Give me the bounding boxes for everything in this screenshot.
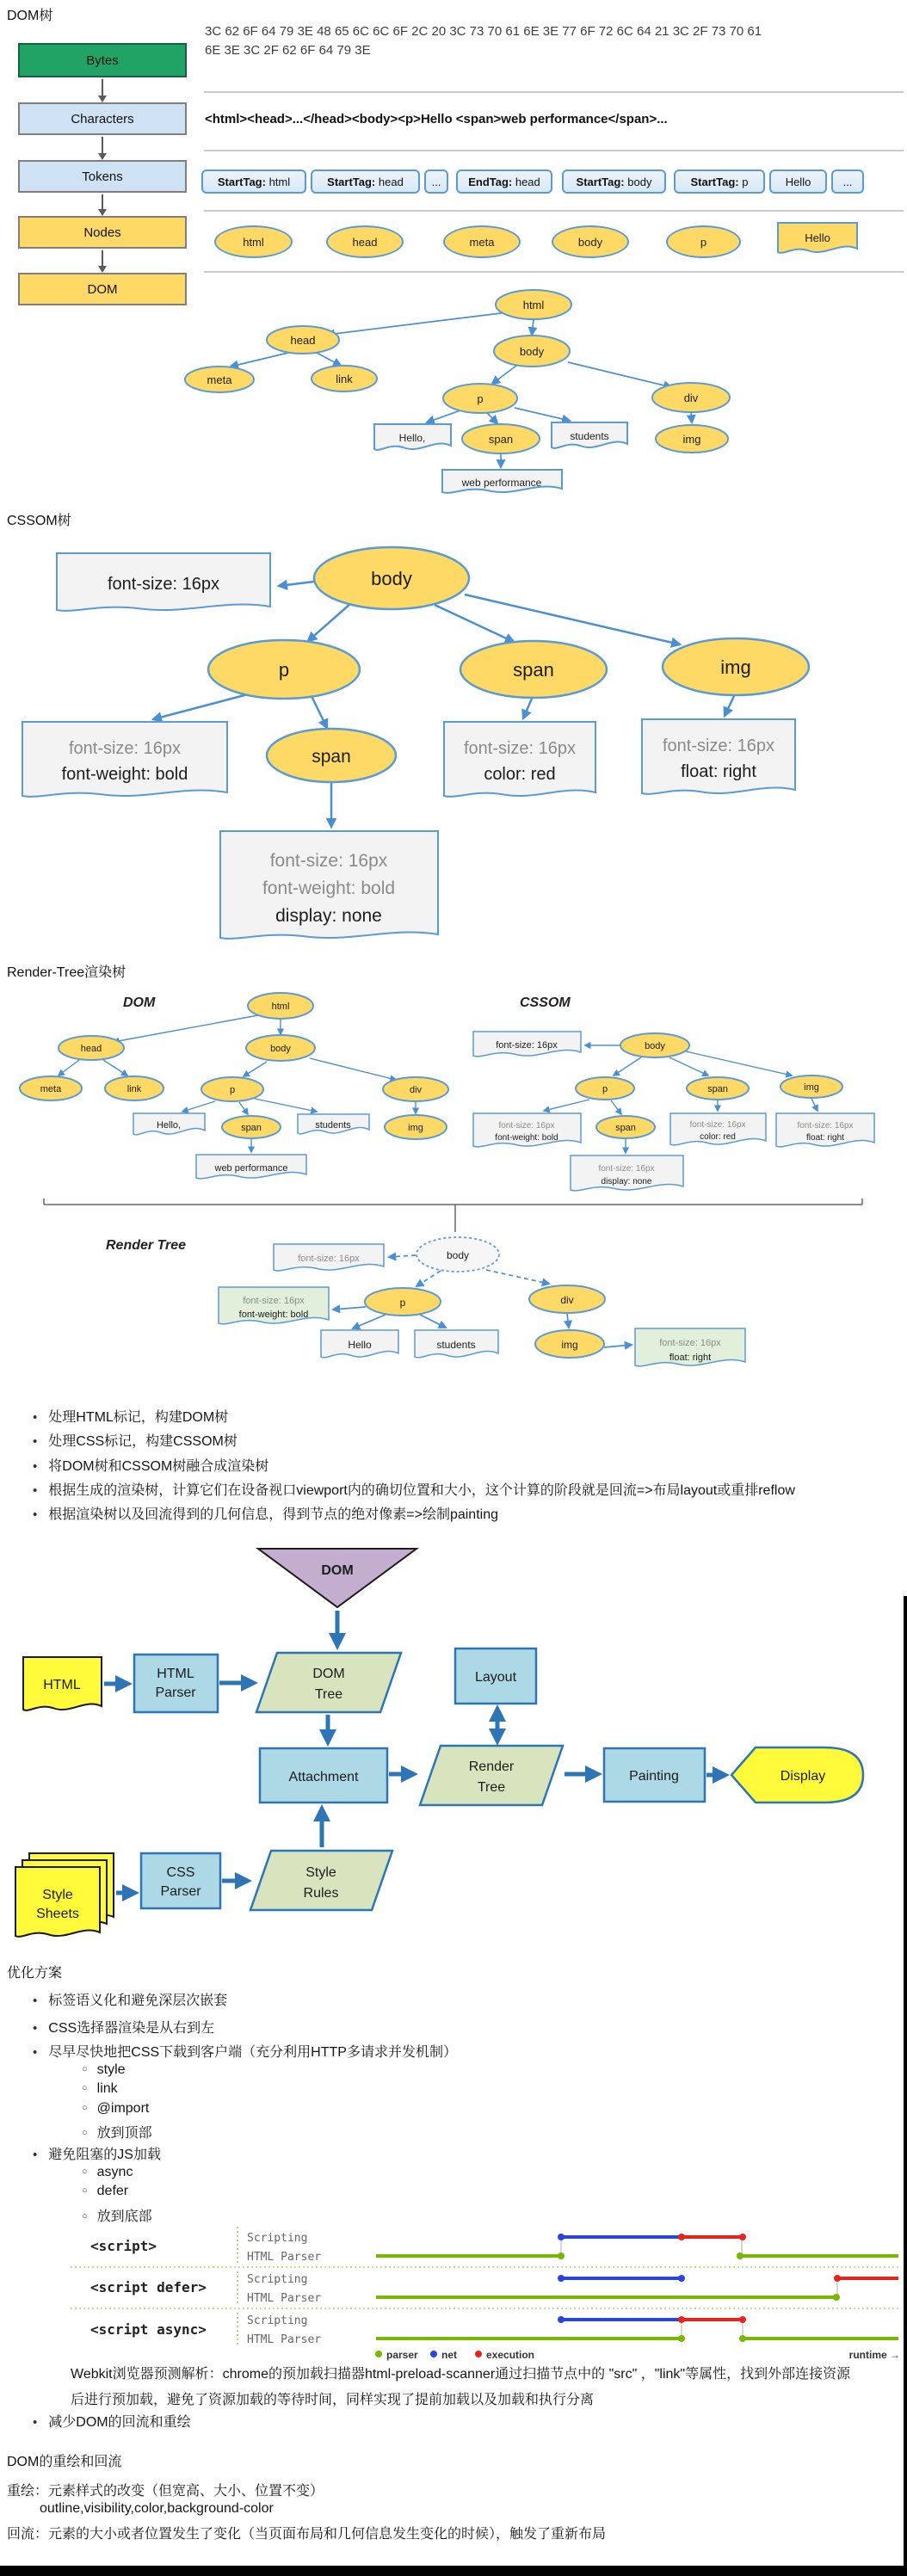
- tree-label-span: span: [488, 433, 514, 446]
- render-bullet-1: • 处理HTML标记，构建DOM树: [33, 1406, 228, 1426]
- style-sheets-note: [15, 1867, 100, 1937]
- label: font-size: 16px: [598, 1164, 655, 1174]
- rt-dom-hello: [133, 1113, 205, 1135]
- label: students: [436, 1339, 476, 1351]
- bar-dot: [678, 2275, 685, 2282]
- render-bullet-5: • 根据渲染树以及回流得到的几何信息，得到节点的绝对像素=>绘制painting: [33, 1503, 498, 1523]
- bar-dot: [739, 2335, 746, 2342]
- right-edge-bar: [904, 1596, 907, 2576]
- bar-dot: [678, 2335, 685, 2342]
- webkit-note-line2: 后进行预加载，避免了资源加载的等待时间，同样实现了提前加载以及加载和执行分离: [71, 2393, 595, 2407]
- opt-bullet-4: • 避免阻塞的JS加载: [33, 2143, 161, 2163]
- section-opt-title: 优化方案: [7, 1966, 63, 1981]
- script-row-label: <script defer>: [90, 2279, 207, 2296]
- label: Hello,: [156, 1120, 182, 1131]
- style-label: font-size: 16px: [68, 739, 182, 758]
- edge-p-span: [487, 413, 497, 423]
- cssom-tree-label: CSSOM: [520, 995, 571, 1010]
- label: Parser: [160, 1884, 201, 1899]
- dom-tree-label: DOM: [123, 995, 156, 1010]
- token-tag: StartTag:: [327, 175, 376, 188]
- label: Render: [468, 1759, 515, 1774]
- repaint-definition: 重绘：元素样式的改变（但宽高、大小、位置不变）: [7, 2484, 324, 2499]
- label: body: [645, 1041, 665, 1051]
- label: p: [602, 1084, 608, 1094]
- token-value: body: [624, 175, 652, 188]
- edge: [103, 1060, 127, 1075]
- cssom-label-p: p: [278, 659, 290, 681]
- track-label: HTML Parser: [247, 2333, 322, 2346]
- section-render-title: Render-Tree渲染树: [7, 965, 126, 980]
- label: Display: [780, 1769, 826, 1784]
- rt-dom-students: [298, 1114, 369, 1134]
- label: div: [560, 1294, 574, 1306]
- dom-tree-parallelogram: [256, 1653, 401, 1712]
- legend-net: net: [441, 2349, 457, 2361]
- tree-label-p: p: [477, 392, 484, 405]
- style-label: display: none: [275, 906, 382, 926]
- label: body: [270, 1044, 291, 1054]
- tree-label-hello: Hello,: [398, 432, 426, 444]
- html-note: [23, 1657, 102, 1710]
- edge: [182, 1101, 215, 1112]
- render-bullet-3: • 将DOM树和CSSOM树融合成渲染树: [33, 1455, 268, 1475]
- render-bullet-2: • 处理CSS标记，构建CSSOM树: [33, 1430, 238, 1450]
- opt-bullet-1: • 标签语义化和避免深层次嵌套: [33, 1989, 227, 2009]
- label: font-size: 16px: [496, 1040, 558, 1051]
- label: float: right: [806, 1133, 844, 1143]
- tree-label-html: html: [522, 299, 545, 311]
- style-label: color: red: [484, 765, 556, 784]
- tree-textnode-hello: [374, 424, 451, 450]
- label: HTML: [157, 1667, 194, 1681]
- bar-dot: [558, 2252, 565, 2259]
- edge-body-rootstyle: [279, 582, 314, 586]
- track-label: HTML Parser: [247, 2292, 322, 2305]
- style-label: font-weight: bold: [61, 765, 188, 784]
- edge-p-span2: [312, 696, 327, 728]
- opt-sub-async: ○ async: [82, 2165, 133, 2180]
- section-dom-title: DOM树: [7, 9, 53, 23]
- dom-tree-diagram: [0, 0, 907, 568]
- label: p: [229, 1085, 236, 1095]
- merge-brace: [44, 1199, 862, 1232]
- label: img: [804, 1082, 819, 1093]
- edge-div-img: [691, 413, 692, 422]
- bar-dot: [558, 2275, 565, 2282]
- label: meta: [40, 1084, 62, 1094]
- edge: [114, 1015, 258, 1042]
- edge-html-body: [532, 320, 534, 335]
- edge-body-p: [308, 603, 351, 641]
- label: font-size: 16px: [243, 1296, 305, 1306]
- rt-dom-webperf: [196, 1155, 306, 1179]
- label: body: [446, 1249, 470, 1261]
- token-tag: EndTag:: [468, 175, 513, 188]
- cssom-label-span2: span: [312, 747, 351, 767]
- token-value: ...: [842, 175, 853, 188]
- track-label: Scripting: [247, 2314, 308, 2327]
- legend-runtime: runtime →: [848, 2349, 900, 2361]
- render-bullet-4: • 根据生成的渲染树，计算它们在设备视口viewport内的确切位置和大小，这个计算的阶段就是回流=>布局layout或重排reflow: [33, 1479, 795, 1499]
- rt-final-students: [415, 1330, 498, 1358]
- edge: [333, 1307, 366, 1310]
- doc-shape: [22, 722, 227, 797]
- triangle-label: DOM: [321, 1563, 354, 1578]
- edge: [353, 1315, 386, 1328]
- label: p: [399, 1297, 406, 1309]
- node-oval-meta: meta: [443, 225, 521, 258]
- node-label: Hello: [805, 231, 830, 244]
- label: span: [615, 1123, 636, 1133]
- label: font-size: 16px: [298, 1254, 360, 1264]
- edge-html-head: [327, 311, 515, 335]
- cssom-span2-style-box: [220, 831, 438, 939]
- pipeline-box-tokens: Tokens: [18, 160, 187, 193]
- label: Parser: [155, 1685, 196, 1700]
- label: Layout: [474, 1670, 517, 1685]
- bar-dot: [834, 2275, 841, 2282]
- section-repaint-title: DOM的重绘和回流: [7, 2455, 122, 2469]
- tree-label-body: body: [519, 345, 545, 358]
- pipeline-box-dom: DOM: [18, 273, 187, 305]
- pipeline-box-characters: Characters: [18, 102, 187, 135]
- label: font-size: 16px: [689, 1120, 746, 1130]
- label: span: [707, 1084, 728, 1094]
- style-label: float: right: [681, 762, 756, 781]
- edge: [611, 1100, 621, 1114]
- edge: [614, 1057, 641, 1075]
- label: font-weight: bold: [495, 1133, 558, 1143]
- tree-label-link: link: [336, 373, 353, 385]
- token-tag: StartTag:: [576, 175, 625, 188]
- reflow-definition: 回流：元素的大小或者位置发生了变化（当页面布局和几何信息发生变化的时候），触发了重新布局: [7, 2527, 607, 2542]
- edge-body-img: [465, 595, 680, 644]
- label: font-weight: bold: [238, 1310, 309, 1320]
- cssom-label-body: body: [371, 568, 412, 589]
- opt-sub-style: ○ style: [82, 2062, 126, 2078]
- tree-textnode-students: [552, 422, 627, 448]
- edge: [811, 1099, 818, 1111]
- edge: [604, 1345, 632, 1347]
- track-label: Scripting: [247, 2232, 308, 2245]
- edge: [310, 1058, 396, 1080]
- label: font-size: 16px: [659, 1338, 721, 1348]
- bar-dot: [558, 2234, 565, 2240]
- label: DOM: [312, 1667, 345, 1681]
- track-label: Scripting: [247, 2273, 308, 2286]
- render-tree-label: Render Tree: [106, 1238, 187, 1253]
- label: Style: [305, 1865, 336, 1880]
- label: Tree: [314, 1687, 343, 1702]
- rt-cssom-spanstyle: [670, 1113, 766, 1145]
- label: Attachment: [288, 1770, 359, 1784]
- node-oval-html: html: [214, 225, 293, 258]
- doc-shape: [444, 722, 595, 797]
- rt-final-rootstyle: [274, 1244, 384, 1271]
- tree-label-div: div: [683, 391, 699, 404]
- token-value: p: [738, 175, 749, 188]
- edge-p-hello: [427, 410, 460, 422]
- label: img: [408, 1123, 423, 1133]
- label: Painting: [629, 1769, 679, 1784]
- node-oval-body: body: [552, 225, 629, 258]
- token-tag: StartTag:: [217, 175, 266, 188]
- label: CSS: [166, 1865, 195, 1880]
- edge-p-style: [153, 694, 248, 719]
- rt-final-hello: [321, 1330, 398, 1358]
- token-value: head: [512, 175, 540, 188]
- render-tree-diagram: [0, 981, 907, 1385]
- legend-execution: execution: [486, 2349, 535, 2361]
- label: div: [409, 1085, 423, 1095]
- edge: [255, 1099, 317, 1112]
- script-loading-diagram: [0, 2220, 907, 2366]
- opt-sub-bottom: ○ 放到底部: [82, 2205, 152, 2225]
- tree-label-meta: meta: [207, 373, 232, 386]
- legend-parser: parser: [386, 2349, 418, 2361]
- opt-sub-link: ○ link: [82, 2081, 118, 2097]
- render-tree-parallelogram: [420, 1746, 563, 1805]
- css-parser-box: [141, 1853, 220, 1908]
- edge-head-link: [317, 353, 341, 366]
- opt-bullet-5: • 减少DOM的回流和重绘: [33, 2411, 191, 2431]
- style-label: font-weight: bold: [262, 878, 396, 898]
- label: Tree: [477, 1780, 506, 1795]
- cssom-label-span: span: [513, 659, 554, 681]
- edge-dashed: [389, 1255, 416, 1257]
- bar-dot: [833, 2294, 840, 2301]
- section-cssom-title: CSSOM树: [7, 514, 71, 528]
- label: img: [561, 1339, 578, 1351]
- legend-dot-parser: [375, 2351, 382, 2357]
- edge: [59, 1060, 79, 1075]
- bar-dot: [678, 2234, 685, 2240]
- label: students: [315, 1120, 351, 1131]
- label: float: right: [669, 1353, 712, 1363]
- dom-triangle: [258, 1549, 416, 1607]
- label: font-size: 16px: [498, 1121, 555, 1131]
- edge: [420, 1315, 446, 1328]
- edge-dashed: [486, 1270, 549, 1284]
- edge: [669, 1057, 708, 1075]
- rt-cssom-imgstyle: [776, 1113, 874, 1147]
- bar-dot: [678, 2316, 685, 2323]
- token-value: head: [375, 175, 404, 188]
- label: Sheets: [36, 1907, 79, 1921]
- rt-final-imgstyle: [635, 1328, 745, 1366]
- tree-label-webperf: web performance: [461, 477, 542, 489]
- bar-dot: [558, 2316, 565, 2323]
- edge-p-students: [515, 408, 570, 421]
- script-row-label: <script async>: [90, 2321, 207, 2338]
- script-row-label: <script>: [90, 2238, 157, 2254]
- edge-body-div: [568, 362, 671, 387]
- webkit-note-line1: Webkit浏览器预测解析：chrome的预加载扫描器html-preload-scanner通过扫描节点中的 "src" ，"link"等属性，找到外部连接资源: [71, 2367, 851, 2382]
- label: font-size: 16px: [797, 1121, 854, 1131]
- opt-bullet-3: • 尽早尽快地把CSS下载到客户端（充分利用HTTP多请求并发机制）: [33, 2041, 457, 2061]
- label: Style: [42, 1888, 73, 1902]
- token-value: ...: [431, 175, 441, 188]
- html-parser-box: [134, 1655, 218, 1712]
- bytes-hex-line2: 6E 3E 3C 2F 62 6F 64 79 3E: [205, 43, 371, 58]
- tree-label-img: img: [682, 433, 701, 446]
- bytes-hex-line1: 3C 62 6F 64 79 3E 48 65 6C 6C 6F 2C 20 3C 73 70 61 6E 3E 77 6F 72 6C 64 21 3C 2F 73 70 61: [205, 24, 762, 39]
- token-tag: StartTag:: [690, 175, 739, 188]
- style-label: font-size: 16px: [463, 739, 577, 758]
- bar-dot: [739, 2234, 746, 2240]
- cssom-p-style-box: [22, 722, 227, 797]
- rt-cssom-rootstyle: [473, 1032, 581, 1057]
- tree-label-head: head: [290, 334, 316, 347]
- repaint-properties: outline,visibility,color,background-color: [40, 2501, 274, 2516]
- rendering-flowchart: [0, 1540, 907, 1975]
- legend-dot-execution: [475, 2351, 482, 2357]
- node-oval-p: p: [666, 225, 741, 258]
- label: display: none: [601, 1177, 652, 1186]
- label: HTML: [43, 1678, 81, 1692]
- opt-sub-import: ○ @import: [82, 2101, 149, 2117]
- edge: [567, 1314, 569, 1328]
- edge: [544, 1100, 589, 1111]
- edge-img-style: [725, 696, 734, 716]
- label: span: [241, 1123, 262, 1133]
- token-value: html: [265, 175, 291, 188]
- bottom-edge-bar: [0, 2566, 907, 2576]
- pipeline-box-nodes: Nodes: [18, 216, 187, 249]
- style-rules-parallelogram: [250, 1851, 392, 1910]
- label: head: [80, 1044, 102, 1054]
- cssom-img-style-box: [642, 719, 795, 794]
- doc-shape: [642, 719, 795, 794]
- cssom-label-img: img: [720, 656, 751, 678]
- edge-body-p: [492, 366, 516, 384]
- rt-cssom-pstyle: [473, 1113, 581, 1147]
- pipeline-box-bytes: Bytes: [18, 43, 187, 77]
- cssom-root-style-box: [57, 553, 270, 611]
- bar-dot: [739, 2316, 746, 2323]
- opt-sub-defer: ○ defer: [82, 2184, 128, 2199]
- style-label: font-size: 16px: [107, 575, 220, 594]
- characters-text: <html><head>...</head><body><p>Hello <span>web performance</span>...: [205, 112, 668, 126]
- edge-head-meta: [231, 353, 288, 367]
- cssom-tree-diagram: [0, 533, 907, 955]
- edge-dashed: [416, 1271, 441, 1286]
- label: web performance: [214, 1163, 288, 1174]
- tree-label-students: students: [570, 430, 609, 442]
- label: Hello: [348, 1339, 372, 1351]
- style-label: font-size: 16px: [662, 736, 775, 755]
- edge: [244, 1062, 267, 1076]
- edge: [239, 1102, 248, 1114]
- cssom-span-style-box: [444, 722, 595, 797]
- label: Rules: [303, 1886, 339, 1901]
- style-label: font-size: 16px: [269, 851, 388, 871]
- label: html: [271, 1001, 290, 1012]
- edge-span-style: [523, 699, 532, 718]
- rt-final-pstyle: [219, 1287, 329, 1324]
- label: link: [126, 1084, 142, 1094]
- legend-dot-net: [430, 2351, 437, 2357]
- rt-cssom-span2style: [571, 1156, 683, 1191]
- node-doc-hello: [778, 223, 857, 253]
- bar-dot: [737, 2252, 743, 2259]
- token-value: Hello: [785, 175, 811, 188]
- track-label: HTML Parser: [247, 2251, 322, 2264]
- tree-textnode-webperf: [442, 470, 562, 493]
- label: color: red: [700, 1132, 736, 1142]
- opt-sub-top: ○ 放到顶部: [82, 2122, 152, 2142]
- edge-body-span: [435, 605, 514, 642]
- node-oval-head: head: [326, 225, 404, 258]
- opt-bullet-2: • CSS选择器渲染是从右到左: [33, 2017, 214, 2037]
